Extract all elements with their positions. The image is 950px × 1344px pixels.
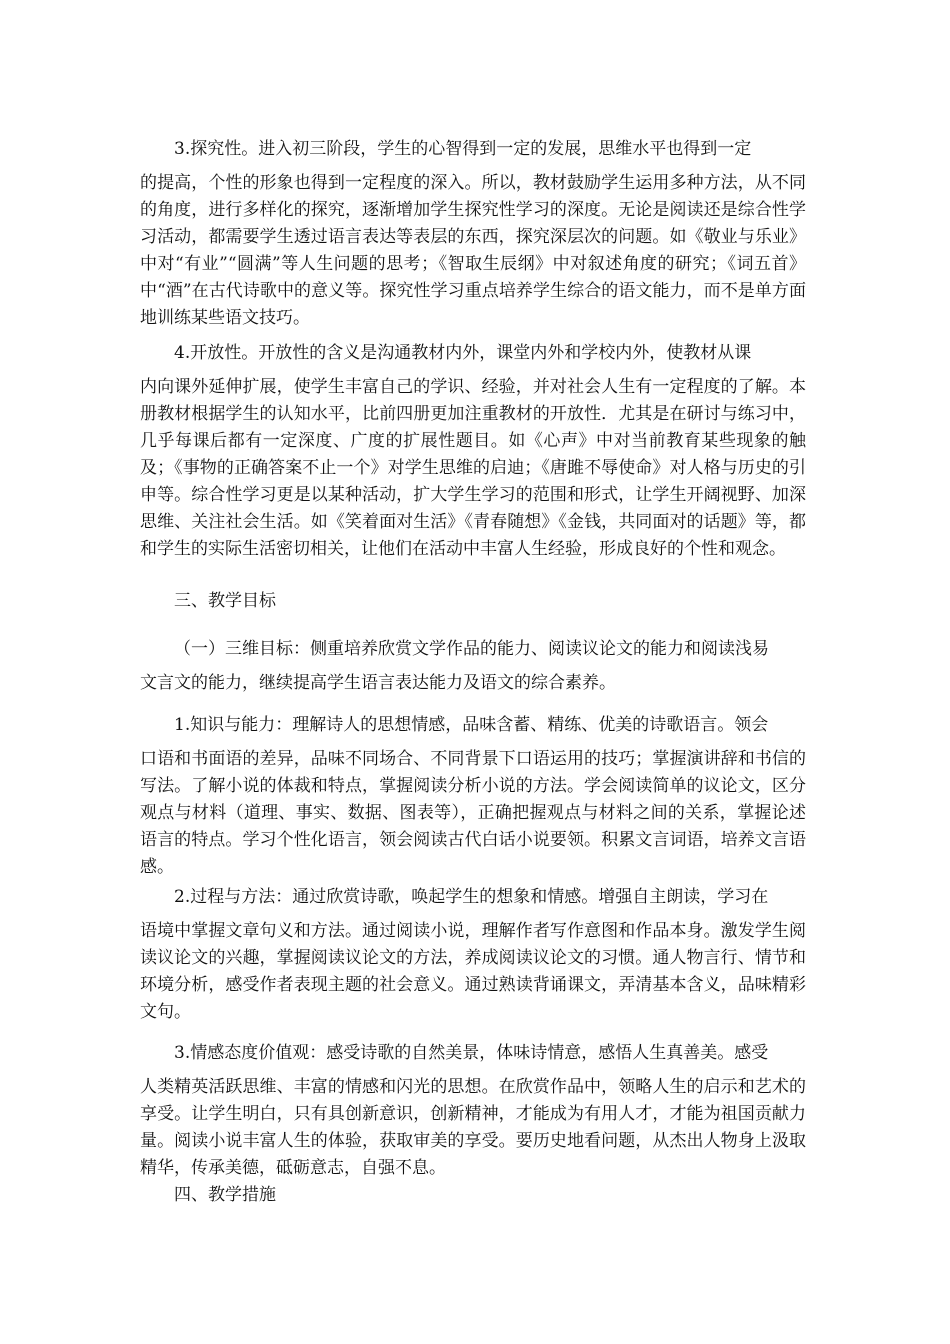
paragraph-process-method xyxy=(140,884,806,1026)
paragraph-body: 的提高，个性的形象也得到一定程度的深入。所以，教材鼓励学生运用多种方法，从不同的角度，进行多样化的探究，逐渐增加学生探究性学习的深度。无论是阅读还是综合性学习活动，都需要学生透过语言表达等表层的东西，探究深层次的问题。如《敬业与乐业》中对“有业”“圆满”等人生问题的思考；《智取生辰纲》中对叙述角度的研究；《词五首》中“酒”在古代诗歌中的意义等。探究性学习重点培养学生综合的语文能力，而不是单方面地训练某些语文技巧。 xyxy=(140,173,806,328)
paragraph-first-line: （一）三维目标：侧重培养欣赏文学作品的能力、阅读议论文的能力和阅读浅易 xyxy=(174,639,769,659)
paragraph-first-line: 2.过程与方法：通过欣赏诗歌，唤起学生的想象和情感。增强自主朗读，学习在 xyxy=(174,887,769,907)
section-heading-teaching-goals: 三、教学目标 xyxy=(174,591,276,611)
paragraph-first-line: 4.开放性。开放性的含义是沟通教材内外，课堂内外和学校内外，使教材从课 xyxy=(174,343,752,363)
paragraph-body: 人类精英活跃思维、丰富的情感和闪光的思想。在欣赏作品中，领略人生的启示和艺术的享受。让学生明白，只有具创新意识，创新精神，才能成为有用人才，才能为祖国贡献力量。阅读小说丰富人生的体验，获取审美的享受。要历史地看问题，从杰出人物身上汲取精华，传承美德，砥砺意志，自强不息。 xyxy=(140,1077,806,1178)
paragraph-knowledge-ability xyxy=(140,712,806,881)
paragraph-openness xyxy=(140,340,806,563)
paragraph-body: 文言文的能力，继续提高学生语言表达能力及语文的综合素养。 xyxy=(140,673,616,693)
paragraph-first-line: 3.探究性。进入初三阶段，学生的心智得到一定的发展，思维水平也得到一定 xyxy=(174,139,752,159)
paragraph-first-line: 3.情感态度价值观：感受诗歌的自然美景，体味诗情意，感悟人生真善美。感受 xyxy=(174,1043,769,1063)
paragraph-first-line: 1.知识与能力：理解诗人的思想情感，品味含蓄、精练、优美的诗歌语言。领会 xyxy=(174,715,769,735)
paragraph-inquiry xyxy=(140,136,806,332)
paragraph-emotion-values xyxy=(140,1040,806,1182)
paragraph-body: 内向课外延伸扩展，使学生丰富自己的学识、经验，并对社会人生有一定程度的了解。本册教材根据学生的认知水平，比前四册更加注重教材的开放性．尤其是在研讨与练习中，几乎每课后都有一定深度、广度的扩展性题目。如《心声》中对当前教育某些现象的触及；《事物的正确答案不止一个》对学生思维的启迪；《唐雎不辱使命》对人格与历史的引申等。综合性学习更是以某种活动，扩大学生学习的范围和形式，让学生开阔视野、加深思维、关注社会生活。如《笑着面对生活》《青春随想》《金钱，共同面对的话题》等，都和学生的实际生活密切相关，让他们在活动中丰富人生经验，形成良好的个性和观念。 xyxy=(140,377,806,559)
paragraph-body: 语境中掌握文章句义和方法。通过阅读小说，理解作者写作意图和作品本身。激发学生阅读议论文的兴趣，掌握阅读议论文的方法，养成阅读议论文的习惯。通人物言行、情节和环境分析，感受作者表现主题的社会意义。通过熟读背诵课文，弄清基本含义，品味精彩文句。 xyxy=(140,921,806,1022)
section-heading-teaching-measures: 四、教学措施 xyxy=(174,1185,276,1205)
paragraph-three-dimension-goals xyxy=(140,636,806,697)
paragraph-body: 口语和书面语的差异，品味不同场合、不同背景下口语运用的技巧；掌握演讲辞和书信的写法。了解小说的体裁和特点，掌握阅读分析小说的方法。学会阅读简单的议论文，区分观点与材料（道理、事实、数据、图表等），正确把握观点与材料之间的关系，掌握论述语言的特点。学习个性化语言，领会阅读古代白话小说要领。积累文言词语，培养文言语感。 xyxy=(140,749,806,877)
